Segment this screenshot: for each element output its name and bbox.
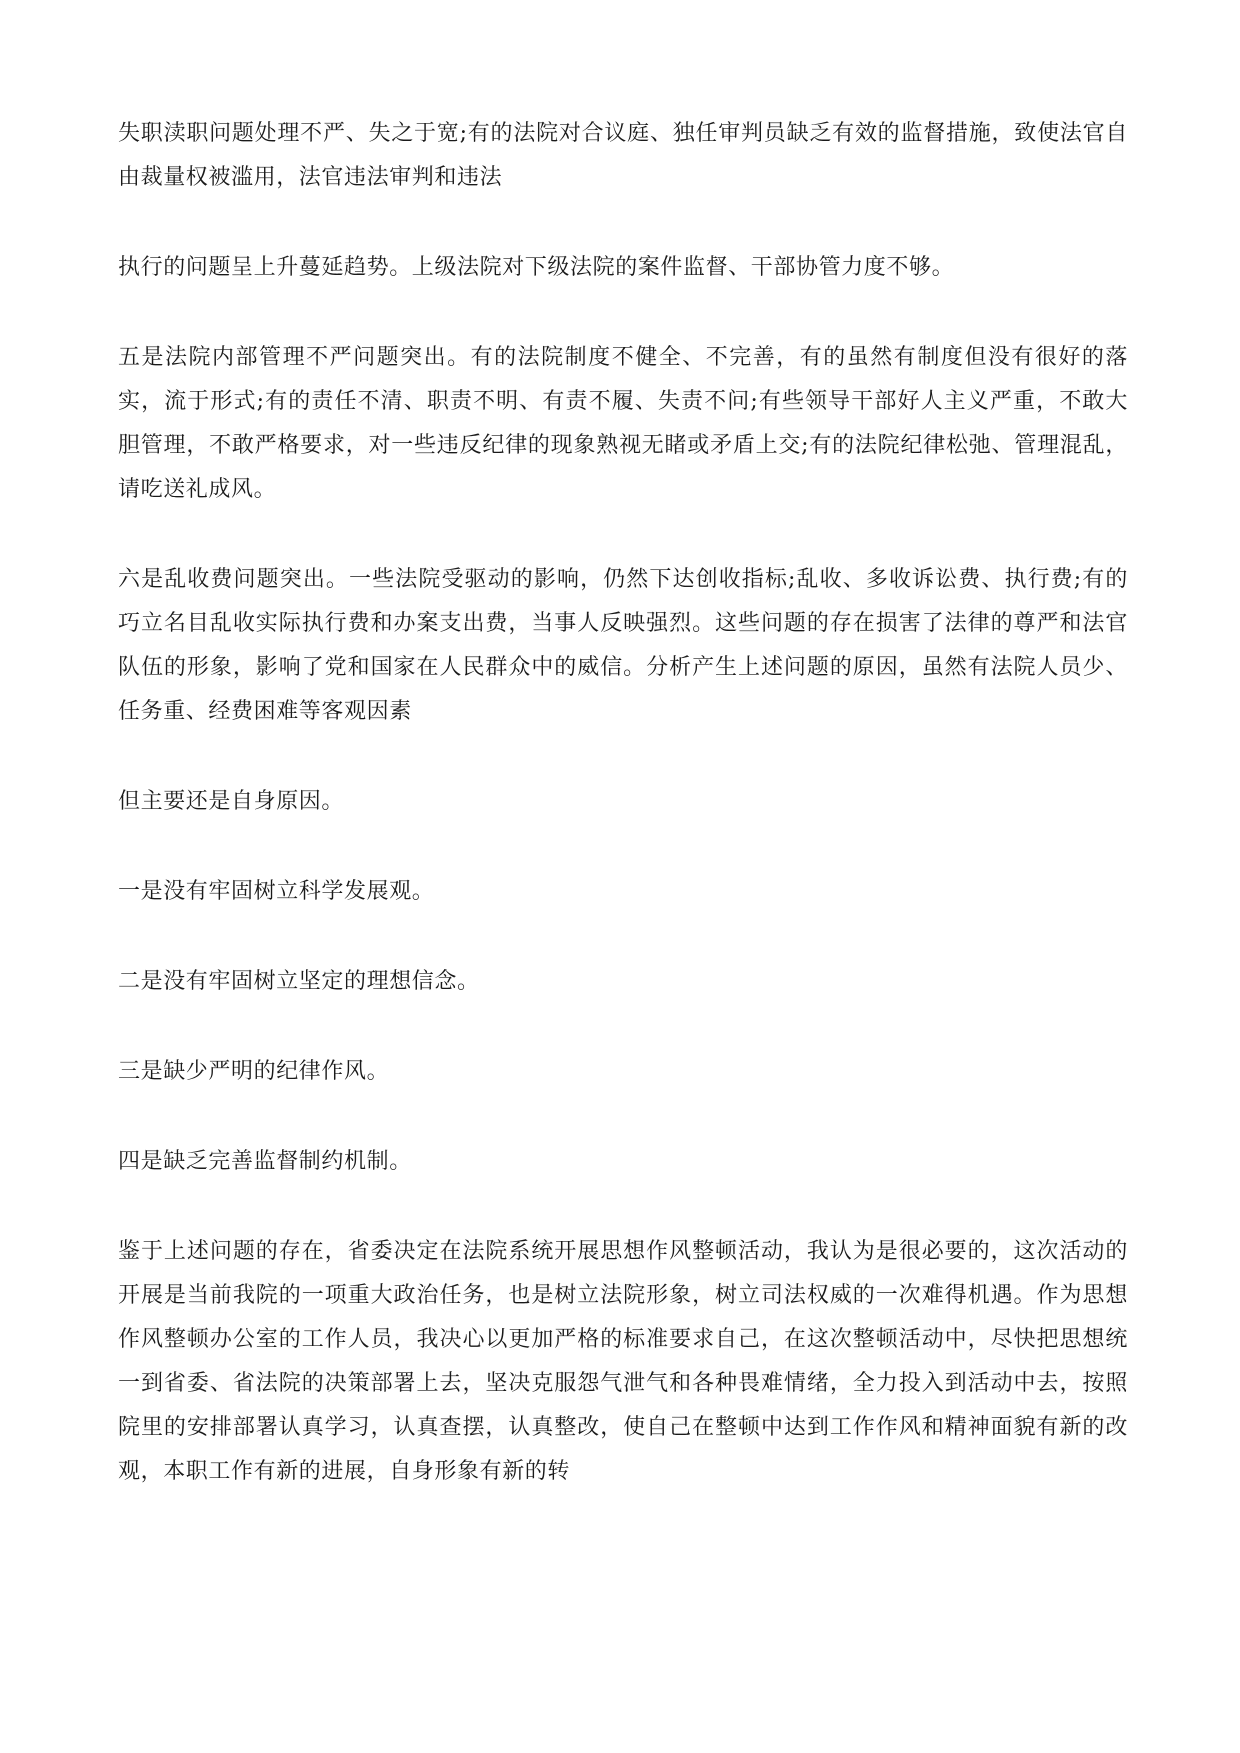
paragraph-9: 四是缺乏完善监督制约机制。 — [118, 1149, 412, 1174]
document-page — [118, 112, 1128, 1540]
paragraph-7: 二是没有牢固树立坚定的理想信念。 — [118, 969, 480, 994]
paragraph-4: 六是乱收费问题突出。一些法院受驱动的影响，仍然下达创收指标;乱收、多收诉讼费、执行费;有的巧立名目乱收实际执行费和办案支出费，当事人反映强烈。这些问题的存在损害了法律的尊严和法官队伍的形象，影响了党和国家在人民群众中的威信。分析产生上述问题的原因，虽然有法院人员少、任务重、经费困难等客观因素 — [118, 567, 1128, 724]
paragraph-1: 失职渎职问题处理不严、失之于宽;有的法院对合议庭、独任审判员缺乏有效的监督措施，致使法官自由裁量权被滥用，法官违法审判和违法 — [118, 121, 1128, 190]
paragraph-2: 执行的问题呈上升蔓延趋势。上级法院对下级法院的案件监督、干部协管力度不够。 — [118, 255, 955, 280]
paragraph-3: 五是法院内部管理不严问题突出。有的法院制度不健全、不完善，有的虽然有制度但没有很好的落实，流于形式;有的责任不清、职责不明、有责不履、失责不问;有些领导干部好人主义严重，不敢大胆管理，不敢严格要求，对一些违反纪律的现象熟视无睹或矛盾上交;有的法院纪律松弛、管理混乱，请吃送礼成风。 — [118, 345, 1128, 502]
paragraph-6: 一是没有牢固树立科学发展观。 — [118, 879, 435, 904]
paragraph-8: 三是缺少严明的纪律作风。 — [118, 1059, 390, 1084]
paragraph-5: 但主要还是自身原因。 — [118, 789, 345, 814]
paragraph-10: 鉴于上述问题的存在，省委决定在法院系统开展思想作风整顿活动，我认为是很必要的，这次活动的开展是当前我院的一项重大政治任务，也是树立法院形象，树立司法权威的一次难得机遇。作为思想作风整顿办公室的工作人员，我决心以更加严格的标准要求自己，在这次整顿活动中，尽快把思想统一到省委、省法院的决策部署上去，坚决克服怨气泄气和各种畏难情绪，全力投入到活动中去，按照院里的安排部署认真学习，认真查摆，认真整改，使自己在整顿中达到工作作风和精神面貌有新的改观，本职工作有新的进展，自身形象有新的转 — [118, 1239, 1128, 1484]
